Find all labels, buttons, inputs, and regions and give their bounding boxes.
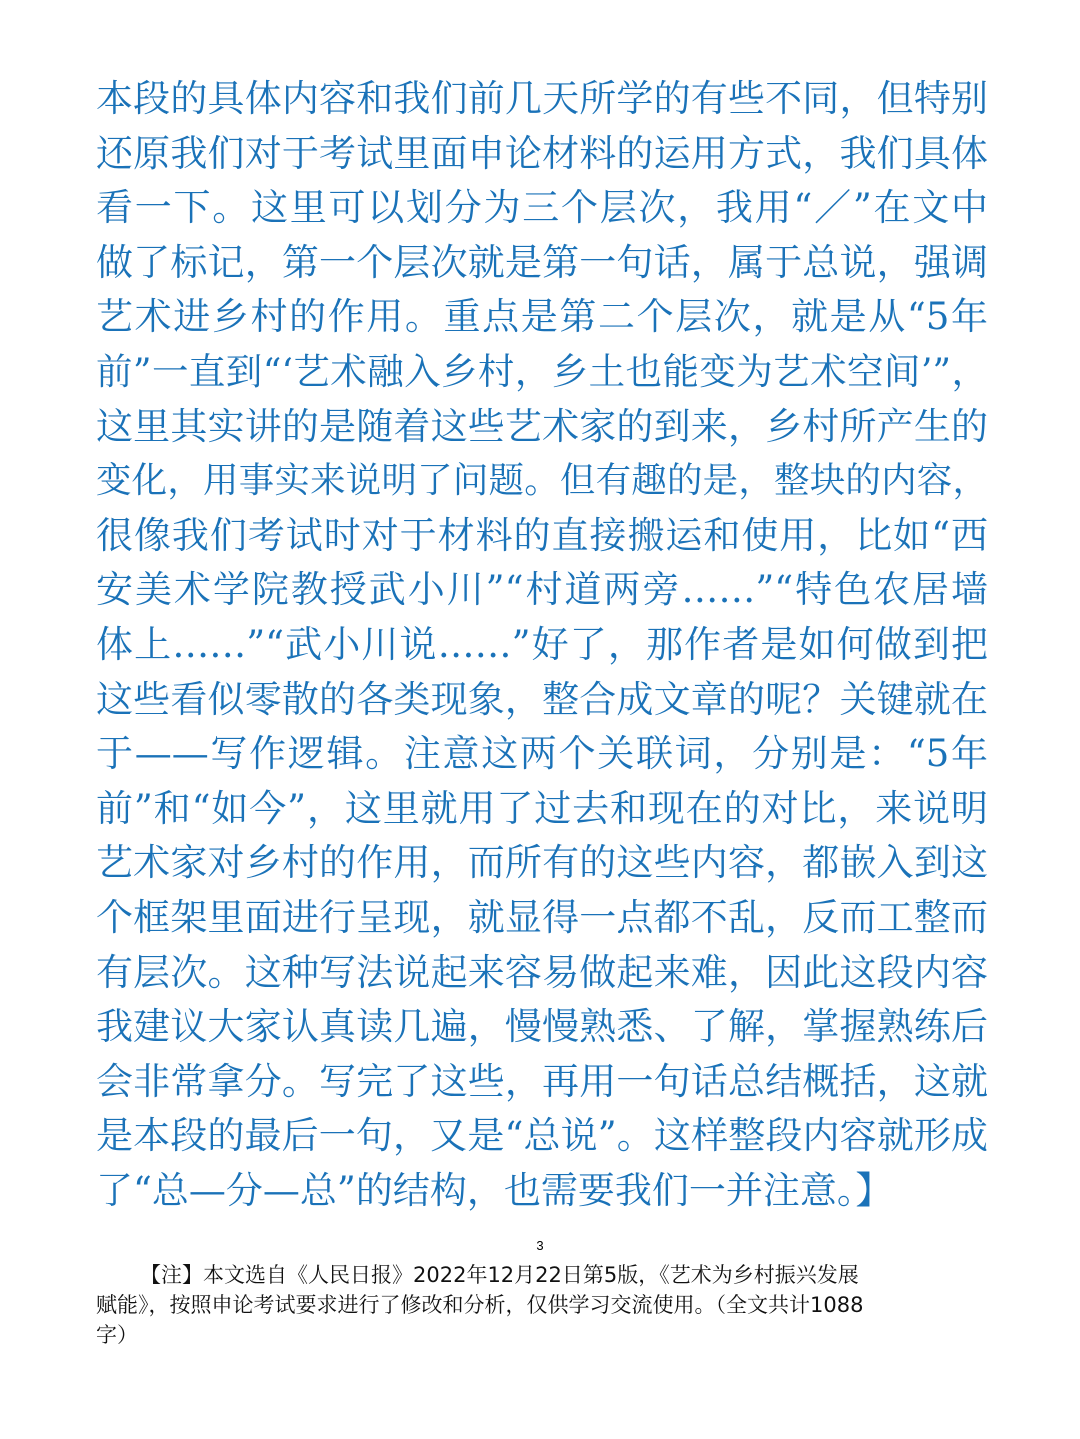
paragraph-line: 这些看似零散的各类现象，整合成文章的呢？关键就在 <box>96 677 988 721</box>
paragraph-line: 艺术家对乡村的作用，而所有的这些内容，都嵌入到这 <box>96 841 988 885</box>
paragraph-line: 本段的具体内容和我们前几天所学的有些不同，但特别 <box>96 77 988 120</box>
paragraph-line: 做了标记，第一个层次就是第一句话，属于总说，强调 <box>96 240 988 284</box>
paragraph-line: 还原我们对于考试里面申论材料的运用方式，我们具体 <box>96 131 988 175</box>
paragraph-line: 看一下。这里可以划分为三个层次，我用“／”在文中 <box>96 186 988 230</box>
paragraph-line: 安美术学院教授武小川”“村道两旁……”“特色农居墙 <box>96 568 988 612</box>
paragraph-line: 体上……”“武小川说……”好了，那作者是如何做到把 <box>96 622 988 666</box>
paragraph-line: 是本段的最后一句，又是“总说”。这样整段内容就形成 <box>96 1114 988 1158</box>
paragraph-line: 艺术进乡村的作用。重点是第二个层次，就是从“5年 <box>96 295 988 339</box>
paragraph-line: 前”一直到“‘艺术融入乡村，乡土也能变为艺术空间’”， <box>96 349 988 393</box>
paragraph-line: 个框架里面进行呈现，就显得一点都不乱，反而工整而 <box>96 895 988 939</box>
note-line: 赋能》，按照申论考试要求进行了修改和分析，仅供学习交流使用。（全文共计1088 <box>96 1293 864 1317</box>
paragraph-line: 前”和“如今”，这里就用了过去和现在的对比，来说明 <box>96 786 988 830</box>
paragraph-line: 很像我们考试时对于材料的直接搬运和使用，比如“西 <box>96 513 988 557</box>
paragraph-line: 我建议大家认真读几遍，慢慢熟悉、了解，掌握熟练后 <box>96 1005 988 1049</box>
paragraph-line: 变化，用事实来说明了问题。但有趣的是，整块的内容， <box>96 460 988 502</box>
paragraph-line: 了“总—分—总”的结构，也需要我们一并注意。】 <box>96 1168 893 1212</box>
paragraph-line: 会非常拿分。写完了这些，再用一句话总结概括，这就 <box>96 1059 988 1103</box>
source-note <box>96 1260 988 1350</box>
paragraph-line: 这里其实讲的是随着这些艺术家的到来，乡村所产生的 <box>96 404 988 448</box>
paragraph-line: 有层次。这种写法说起来容易做起来难，因此这段内容 <box>96 950 988 994</box>
paragraph-line: 于——写作逻辑。注意这两个关联词，分别是：“5年 <box>96 732 988 776</box>
page-number: 3 <box>536 1238 544 1253</box>
note-line: 字） <box>96 1323 138 1347</box>
analysis-paragraph <box>96 72 988 1218</box>
note-line: 【注】本文选自《人民日报》2022年12月22日第5版，《艺术为乡村振兴发展 <box>140 1263 859 1287</box>
